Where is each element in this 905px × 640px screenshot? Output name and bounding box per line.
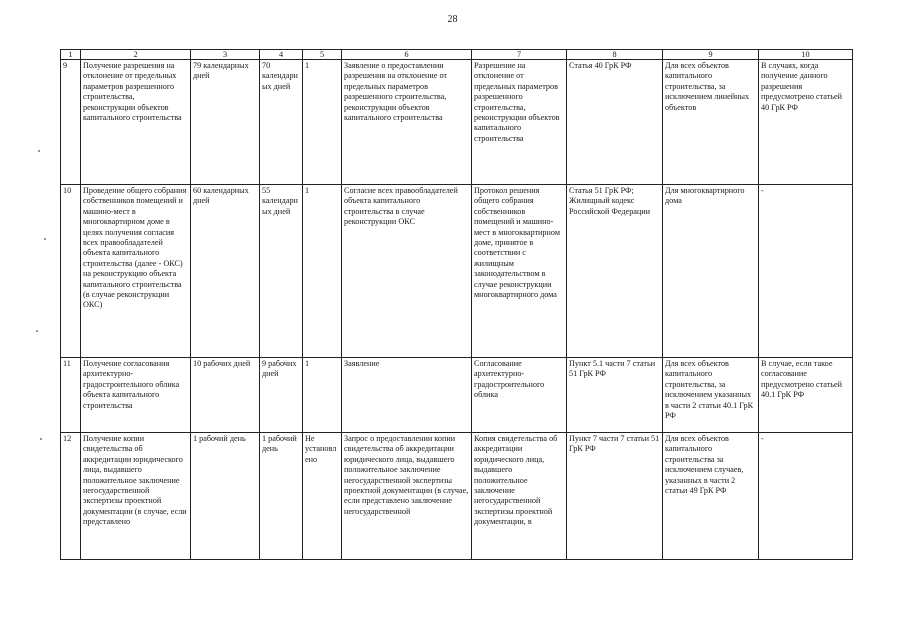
column-header: 9 [663, 50, 759, 60]
legal-basis: Статья 51 ГрК РФ; Жилищный кодекс Российской Федерации [567, 185, 663, 358]
input-document: Заявление [342, 358, 472, 433]
applicability: Для многоквартирного дома [663, 185, 759, 358]
row-number: 10 [61, 185, 81, 358]
conditions: В случае, если такое согласование предусмотрено статьей 40.1 ГрК РФ [759, 358, 853, 433]
table-row [61, 185, 853, 358]
row-number: 11 [61, 358, 81, 433]
column-header: 10 [759, 50, 853, 60]
conditions: В случаях, когда получение данного разрешения предусмотрено статьей 40 ГрК РФ [759, 60, 853, 185]
procedure-name: Проведение общего собрания собственников помещений и машино-мест в многоквартирном доме в целях получения согласия всех правообладателей объекта капитального строительства (далее - ОКС) на реконструкцию объекта капитального строительства (в случае реконструкции ОКС) [81, 185, 191, 358]
column-header: 2 [81, 50, 191, 60]
table-row [61, 358, 853, 433]
column-header: 5 [303, 50, 342, 60]
column-header: 6 [342, 50, 472, 60]
max-duration: 79 календарных дней [191, 60, 260, 185]
legal-basis: Пункт 7 части 7 статьи 51 ГрК РФ [567, 433, 663, 560]
applicability: Для всех объектов капитального строительства, за исключением линейных объектов [663, 60, 759, 185]
result-document: Согласование архитектурно-градостроительного облика [472, 358, 567, 433]
target-duration: 9 рабочих дней [260, 358, 303, 433]
column-header: 1 [61, 50, 81, 60]
procedure-name: Получение согласования архитектурно-градостроительного облика объекта капитального строительства [81, 358, 191, 433]
scan-speck [44, 238, 46, 240]
conditions: - [759, 433, 853, 560]
document-count: 1 [303, 185, 342, 358]
max-duration: 60 календарных дней [191, 185, 260, 358]
table-row [61, 60, 853, 185]
row-number: 9 [61, 60, 81, 185]
result-document: Протокол решения общего собрания собственников помещений и машино-мест в многоквартирном доме, принятое в соответствии с жилищным законодательством в случае реконструкции многоквартирного дома [472, 185, 567, 358]
header-row [61, 50, 853, 60]
applicability: Для всех объектов капитального строительства за исключением случаев, указанных в части 2 статьи 49 ГрК РФ [663, 433, 759, 560]
column-header: 3 [191, 50, 260, 60]
procedure-name: Получение копии свидетельства об аккредитации юридического лица, выдавшего положительное заключение негосударственной экспертизы проектной документации (в случае, если представлено [81, 433, 191, 560]
conditions: - [759, 185, 853, 358]
input-document: Заявление о предоставлении разрешения на отклонение от предельных параметров разрешенного строительства, реконструкции объектов капитального строительства [342, 60, 472, 185]
page-number: 28 [447, 14, 458, 25]
legal-basis: Статья 40 ГрК РФ [567, 60, 663, 185]
legal-basis: Пункт 5.1 части 7 статьи 51 ГрК РФ [567, 358, 663, 433]
procedures-table [60, 49, 853, 560]
scan-speck [38, 150, 40, 152]
column-header: 4 [260, 50, 303, 60]
table-row [61, 433, 853, 560]
target-duration: 55 календарных дней [260, 185, 303, 358]
result-document: Разрешение на отклонение от предельных параметров разрешенного строительства, реконструкции объектов капитального строительства [472, 60, 567, 185]
scan-speck [36, 330, 38, 332]
result-document: Копия свидетельства об аккредитации юридического лица, выдавшего положительное заключение негосударственной экспертизы проектной документации, в [472, 433, 567, 560]
row-number: 12 [61, 433, 81, 560]
target-duration: 70 календарных дней [260, 60, 303, 185]
applicability: Для всех объектов капитального строительства, за исключением указанных в части 2 статьи 40.1 ГрК РФ [663, 358, 759, 433]
document-count: 1 [303, 358, 342, 433]
column-header: 7 [472, 50, 567, 60]
document-count: 1 [303, 60, 342, 185]
column-header: 8 [567, 50, 663, 60]
procedure-name: Получение разрешения на отклонение от предельных параметров разрешенного строительства, реконструкции объектов капитального строительства [81, 60, 191, 185]
target-duration: 1 рабочий день [260, 433, 303, 560]
scan-speck [40, 438, 42, 440]
input-document: Согласие всех правообладателей объекта капитального строительства в случае реконструкции ОКС [342, 185, 472, 358]
max-duration: 1 рабочий день [191, 433, 260, 560]
max-duration: 10 рабочих дней [191, 358, 260, 433]
input-document: Запрос о предоставлении копии свидетельства об аккредитации юридического лица, выдавшего положительное заключение негосударственной экспертизы проектной документации (в случае, если представлено заключение негосударственной [342, 433, 472, 560]
document-count: Не установлено [303, 433, 342, 560]
